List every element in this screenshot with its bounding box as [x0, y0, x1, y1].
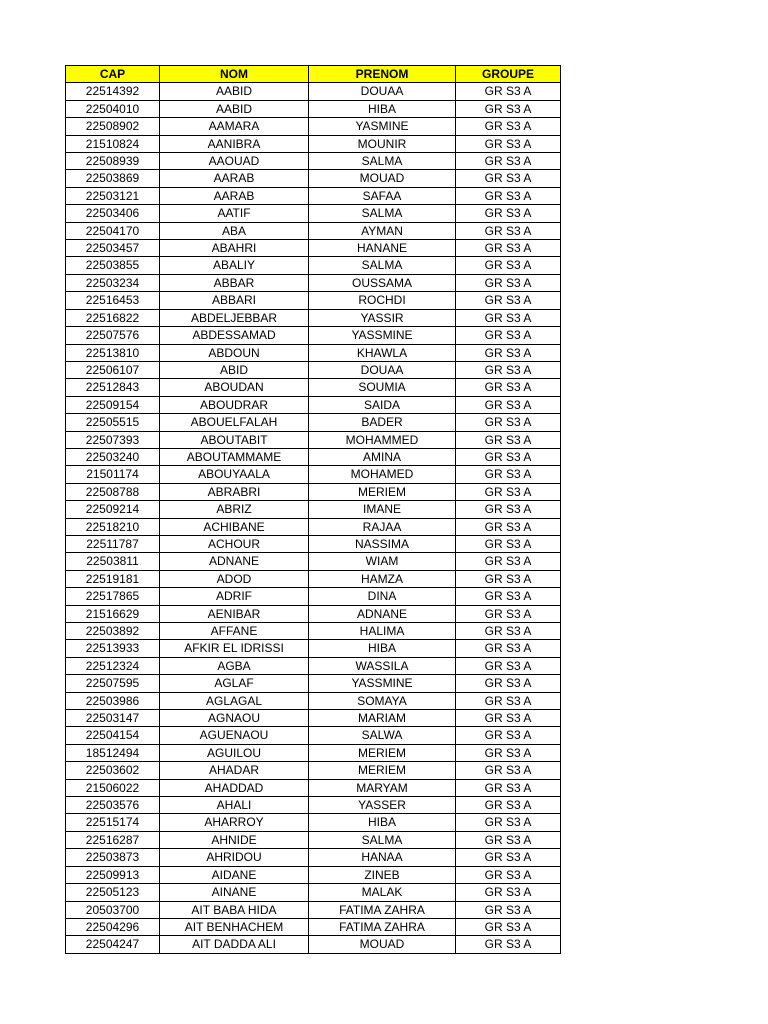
nom-cell: AGUILOU — [160, 744, 309, 761]
table-row — [66, 100, 561, 117]
prenom-cell: HALIMA — [309, 623, 456, 640]
nom-cell: AATIF — [160, 205, 309, 222]
table-row — [66, 257, 561, 274]
cap-cell: 22512324 — [66, 657, 160, 674]
table-row — [66, 466, 561, 483]
prenom-cell: MOUAD — [309, 936, 456, 953]
prenom-cell: SOMAYA — [309, 692, 456, 709]
prenom-cell: HIBA — [309, 640, 456, 657]
table-row — [66, 309, 561, 326]
groupe-cell: GR S3 A — [456, 710, 561, 727]
groupe-cell: GR S3 A — [456, 849, 561, 866]
nom-cell: AABID — [160, 100, 309, 117]
table-row — [66, 414, 561, 431]
cap-cell: 18512494 — [66, 744, 160, 761]
cap-cell: 22513933 — [66, 640, 160, 657]
groupe-cell: GR S3 A — [456, 866, 561, 883]
prenom-cell: ADNANE — [309, 605, 456, 622]
header-row — [66, 66, 561, 83]
prenom-cell: SALMA — [309, 153, 456, 170]
nom-cell: AGBA — [160, 657, 309, 674]
groupe-cell: GR S3 A — [456, 344, 561, 361]
table-row — [66, 797, 561, 814]
groupe-cell: GR S3 A — [456, 396, 561, 413]
nom-cell: ADOD — [160, 570, 309, 587]
nom-cell: AANIBRA — [160, 135, 309, 152]
table-row — [66, 448, 561, 465]
table-row — [66, 831, 561, 848]
cap-cell: 22504170 — [66, 222, 160, 239]
groupe-cell: GR S3 A — [456, 118, 561, 135]
prenom-cell: ZINEB — [309, 866, 456, 883]
prenom-cell: YASSER — [309, 797, 456, 814]
table-row — [66, 901, 561, 918]
table-row — [66, 361, 561, 378]
cap-cell: 22504010 — [66, 100, 160, 117]
prenom-cell: AMINA — [309, 448, 456, 465]
prenom-cell: YASSMINE — [309, 675, 456, 692]
groupe-cell: GR S3 A — [456, 466, 561, 483]
groupe-cell: GR S3 A — [456, 187, 561, 204]
cap-cell: 22503855 — [66, 257, 160, 274]
table-row — [66, 135, 561, 152]
prenom-cell: SOUMIA — [309, 379, 456, 396]
nom-cell: AFFANE — [160, 623, 309, 640]
nom-cell: AGNAOU — [160, 710, 309, 727]
groupe-cell: GR S3 A — [456, 779, 561, 796]
groupe-cell: GR S3 A — [456, 727, 561, 744]
groupe-cell: GR S3 A — [456, 100, 561, 117]
table-row — [66, 605, 561, 622]
prenom-cell: HIBA — [309, 100, 456, 117]
cap-cell: 22508939 — [66, 153, 160, 170]
nom-cell: AHARROY — [160, 814, 309, 831]
nom-cell: ABOUELFALAH — [160, 414, 309, 431]
cap-cell: 21516629 — [66, 605, 160, 622]
cap-cell: 22503457 — [66, 240, 160, 257]
groupe-cell: GR S3 A — [456, 222, 561, 239]
nom-cell: ABOUYAALA — [160, 466, 309, 483]
table-row — [66, 918, 561, 935]
table-row — [66, 222, 561, 239]
cap-cell: 22516822 — [66, 309, 160, 326]
cap-cell: 22514392 — [66, 83, 160, 100]
nom-cell: AGLAGAL — [160, 692, 309, 709]
nom-cell: ABDESSAMAD — [160, 327, 309, 344]
nom-cell: AHADDAD — [160, 779, 309, 796]
nom-cell: AAOUAD — [160, 153, 309, 170]
cap-cell: 22507595 — [66, 675, 160, 692]
table-row — [66, 483, 561, 500]
nom-cell: ABBAR — [160, 274, 309, 291]
table-row — [66, 240, 561, 257]
cap-cell: 22512843 — [66, 379, 160, 396]
prenom-cell: MERIEM — [309, 762, 456, 779]
prenom-cell: HANAA — [309, 849, 456, 866]
groupe-cell: GR S3 A — [456, 379, 561, 396]
table-row — [66, 623, 561, 640]
cap-cell: 22503234 — [66, 274, 160, 291]
nom-cell: ABDELJEBBAR — [160, 309, 309, 326]
table-row — [66, 292, 561, 309]
nom-cell: ABDOUN — [160, 344, 309, 361]
groupe-cell: GR S3 A — [456, 240, 561, 257]
table-row — [66, 692, 561, 709]
nom-cell: ABOUTABIT — [160, 431, 309, 448]
groupe-cell: GR S3 A — [456, 675, 561, 692]
cap-cell: 21510824 — [66, 135, 160, 152]
groupe-cell: GR S3 A — [456, 361, 561, 378]
groupe-cell: GR S3 A — [456, 327, 561, 344]
groupe-cell: GR S3 A — [456, 831, 561, 848]
groupe-cell: GR S3 A — [456, 814, 561, 831]
table-row — [66, 187, 561, 204]
nom-cell: AHNIDE — [160, 831, 309, 848]
table-row — [66, 170, 561, 187]
cap-cell: 21506022 — [66, 779, 160, 796]
groupe-cell: GR S3 A — [456, 448, 561, 465]
prenom-cell: WASSILA — [309, 657, 456, 674]
table-row — [66, 431, 561, 448]
nom-cell: ABID — [160, 361, 309, 378]
cap-cell: 22504154 — [66, 727, 160, 744]
prenom-cell: FATIMA ZAHRA — [309, 918, 456, 935]
groupe-cell: GR S3 A — [456, 623, 561, 640]
groupe-cell: GR S3 A — [456, 518, 561, 535]
table-row — [66, 570, 561, 587]
nom-cell: AARAB — [160, 170, 309, 187]
cap-cell: 22503576 — [66, 797, 160, 814]
cap-cell: 21501174 — [66, 466, 160, 483]
table-row — [66, 657, 561, 674]
prenom-cell: DOUAA — [309, 83, 456, 100]
groupe-cell: GR S3 A — [456, 83, 561, 100]
table-row — [66, 866, 561, 883]
table-row — [66, 274, 561, 291]
groupe-cell: GR S3 A — [456, 744, 561, 761]
groupe-cell: GR S3 A — [456, 483, 561, 500]
table-row — [66, 588, 561, 605]
groupe-cell: GR S3 A — [456, 205, 561, 222]
nom-cell: ADNANE — [160, 553, 309, 570]
nom-cell: ABRIZ — [160, 501, 309, 518]
cap-cell: 22503811 — [66, 553, 160, 570]
nom-cell: ABALIY — [160, 257, 309, 274]
groupe-cell: GR S3 A — [456, 535, 561, 552]
groupe-cell: GR S3 A — [456, 692, 561, 709]
cap-cell: 22503986 — [66, 692, 160, 709]
nom-cell: AIT BABA HIDA — [160, 901, 309, 918]
nom-cell: ABA — [160, 222, 309, 239]
cap-cell: 22503892 — [66, 623, 160, 640]
groupe-cell: GR S3 A — [456, 762, 561, 779]
cap-cell: 22507393 — [66, 431, 160, 448]
table-row — [66, 501, 561, 518]
nom-cell: ACHIBANE — [160, 518, 309, 535]
prenom-cell: AYMAN — [309, 222, 456, 239]
nom-cell: ABOUDRAR — [160, 396, 309, 413]
nom-cell: AINANE — [160, 884, 309, 901]
groupe-cell: GR S3 A — [456, 553, 561, 570]
prenom-cell: ROCHDI — [309, 292, 456, 309]
table-row — [66, 344, 561, 361]
cap-cell: 22505123 — [66, 884, 160, 901]
header-prenom: PRENOM — [309, 66, 456, 83]
cap-cell: 22516453 — [66, 292, 160, 309]
nom-cell: AAMARA — [160, 118, 309, 135]
prenom-cell: FATIMA ZAHRA — [309, 901, 456, 918]
header-nom: NOM — [160, 66, 309, 83]
header-cap: CAP — [66, 66, 160, 83]
nom-cell: ABAHRI — [160, 240, 309, 257]
groupe-cell: GR S3 A — [456, 901, 561, 918]
nom-cell: AGLAF — [160, 675, 309, 692]
groupe-cell: GR S3 A — [456, 153, 561, 170]
nom-cell: AABID — [160, 83, 309, 100]
nom-cell: ACHOUR — [160, 535, 309, 552]
table-row — [66, 640, 561, 657]
table-row — [66, 779, 561, 796]
prenom-cell: DOUAA — [309, 361, 456, 378]
cap-cell: 22508902 — [66, 118, 160, 135]
prenom-cell: MOHAMED — [309, 466, 456, 483]
prenom-cell: MARIAM — [309, 710, 456, 727]
prenom-cell: KHAWLA — [309, 344, 456, 361]
header-groupe: GROUPE — [456, 66, 561, 83]
nom-cell: AHALI — [160, 797, 309, 814]
prenom-cell: NASSIMA — [309, 535, 456, 552]
cap-cell: 22513810 — [66, 344, 160, 361]
prenom-cell: MARYAM — [309, 779, 456, 796]
table-row — [66, 205, 561, 222]
nom-cell: AGUENAOU — [160, 727, 309, 744]
cap-cell: 22511787 — [66, 535, 160, 552]
groupe-cell: GR S3 A — [456, 170, 561, 187]
prenom-cell: SALMA — [309, 257, 456, 274]
groupe-cell: GR S3 A — [456, 605, 561, 622]
prenom-cell: SALMA — [309, 831, 456, 848]
student-group-table — [65, 65, 561, 954]
prenom-cell: SAIDA — [309, 396, 456, 413]
prenom-cell: MALAK — [309, 884, 456, 901]
groupe-cell: GR S3 A — [456, 414, 561, 431]
groupe-cell: GR S3 A — [456, 431, 561, 448]
table-row — [66, 327, 561, 344]
prenom-cell: HAMZA — [309, 570, 456, 587]
prenom-cell: SAFAA — [309, 187, 456, 204]
cap-cell: 22503147 — [66, 710, 160, 727]
table-row — [66, 814, 561, 831]
nom-cell: AHRIDOU — [160, 849, 309, 866]
table-row — [66, 553, 561, 570]
cap-cell: 22503602 — [66, 762, 160, 779]
table-row — [66, 762, 561, 779]
prenom-cell: SALMA — [309, 205, 456, 222]
prenom-cell: WIAM — [309, 553, 456, 570]
groupe-cell: GR S3 A — [456, 292, 561, 309]
table-row — [66, 518, 561, 535]
cap-cell: 22506107 — [66, 361, 160, 378]
cap-cell: 22505515 — [66, 414, 160, 431]
groupe-cell: GR S3 A — [456, 657, 561, 674]
cap-cell: 22503240 — [66, 448, 160, 465]
table-row — [66, 675, 561, 692]
groupe-cell: GR S3 A — [456, 501, 561, 518]
nom-cell: AFKIR EL IDRISSI — [160, 640, 309, 657]
prenom-cell: HANANE — [309, 240, 456, 257]
prenom-cell: YASSIR — [309, 309, 456, 326]
prenom-cell: HIBA — [309, 814, 456, 831]
cap-cell: 20503700 — [66, 901, 160, 918]
cap-cell: 22517865 — [66, 588, 160, 605]
nom-cell: ABOUTAMMAME — [160, 448, 309, 465]
groupe-cell: GR S3 A — [456, 797, 561, 814]
groupe-cell: GR S3 A — [456, 135, 561, 152]
table-row — [66, 118, 561, 135]
prenom-cell: OUSSAMA — [309, 274, 456, 291]
prenom-cell: BADER — [309, 414, 456, 431]
nom-cell: ADRIF — [160, 588, 309, 605]
table-row — [66, 535, 561, 552]
nom-cell: AHADAR — [160, 762, 309, 779]
table-row — [66, 744, 561, 761]
prenom-cell: YASSMINE — [309, 327, 456, 344]
cap-cell: 22503121 — [66, 187, 160, 204]
nom-cell: AIDANE — [160, 866, 309, 883]
groupe-cell: GR S3 A — [456, 309, 561, 326]
groupe-cell: GR S3 A — [456, 640, 561, 657]
nom-cell: AENIBAR — [160, 605, 309, 622]
table-row — [66, 83, 561, 100]
groupe-cell: GR S3 A — [456, 274, 561, 291]
nom-cell: AIT BENHACHEM — [160, 918, 309, 935]
prenom-cell: MOUAD — [309, 170, 456, 187]
cap-cell: 22503873 — [66, 849, 160, 866]
nom-cell: ABRABRI — [160, 483, 309, 500]
prenom-cell: IMANE — [309, 501, 456, 518]
prenom-cell: RAJAA — [309, 518, 456, 535]
cap-cell: 22516287 — [66, 831, 160, 848]
table-row — [66, 396, 561, 413]
prenom-cell: DINA — [309, 588, 456, 605]
table-row — [66, 849, 561, 866]
prenom-cell: YASMINE — [309, 118, 456, 135]
table-row — [66, 379, 561, 396]
cap-cell: 22509214 — [66, 501, 160, 518]
prenom-cell: MERIEM — [309, 483, 456, 500]
table-row — [66, 710, 561, 727]
cap-cell: 22504247 — [66, 936, 160, 953]
cap-cell: 22504296 — [66, 918, 160, 935]
nom-cell: AIT DADDA ALI — [160, 936, 309, 953]
groupe-cell: GR S3 A — [456, 570, 561, 587]
nom-cell: AARAB — [160, 187, 309, 204]
prenom-cell: MOHAMMED — [309, 431, 456, 448]
cap-cell: 22507576 — [66, 327, 160, 344]
groupe-cell: GR S3 A — [456, 918, 561, 935]
table-row — [66, 884, 561, 901]
prenom-cell: MERIEM — [309, 744, 456, 761]
groupe-cell: GR S3 A — [456, 884, 561, 901]
cap-cell: 22503869 — [66, 170, 160, 187]
cap-cell: 22509913 — [66, 866, 160, 883]
nom-cell: ABBARI — [160, 292, 309, 309]
cap-cell: 22508788 — [66, 483, 160, 500]
table-row — [66, 153, 561, 170]
cap-cell: 22515174 — [66, 814, 160, 831]
prenom-cell: SALWA — [309, 727, 456, 744]
groupe-cell: GR S3 A — [456, 936, 561, 953]
groupe-cell: GR S3 A — [456, 588, 561, 605]
groupe-cell: GR S3 A — [456, 257, 561, 274]
cap-cell: 22519181 — [66, 570, 160, 587]
nom-cell: ABOUDAN — [160, 379, 309, 396]
cap-cell: 22503406 — [66, 205, 160, 222]
cap-cell: 22509154 — [66, 396, 160, 413]
cap-cell: 22518210 — [66, 518, 160, 535]
table-row — [66, 936, 561, 953]
prenom-cell: MOUNIR — [309, 135, 456, 152]
table-row — [66, 727, 561, 744]
